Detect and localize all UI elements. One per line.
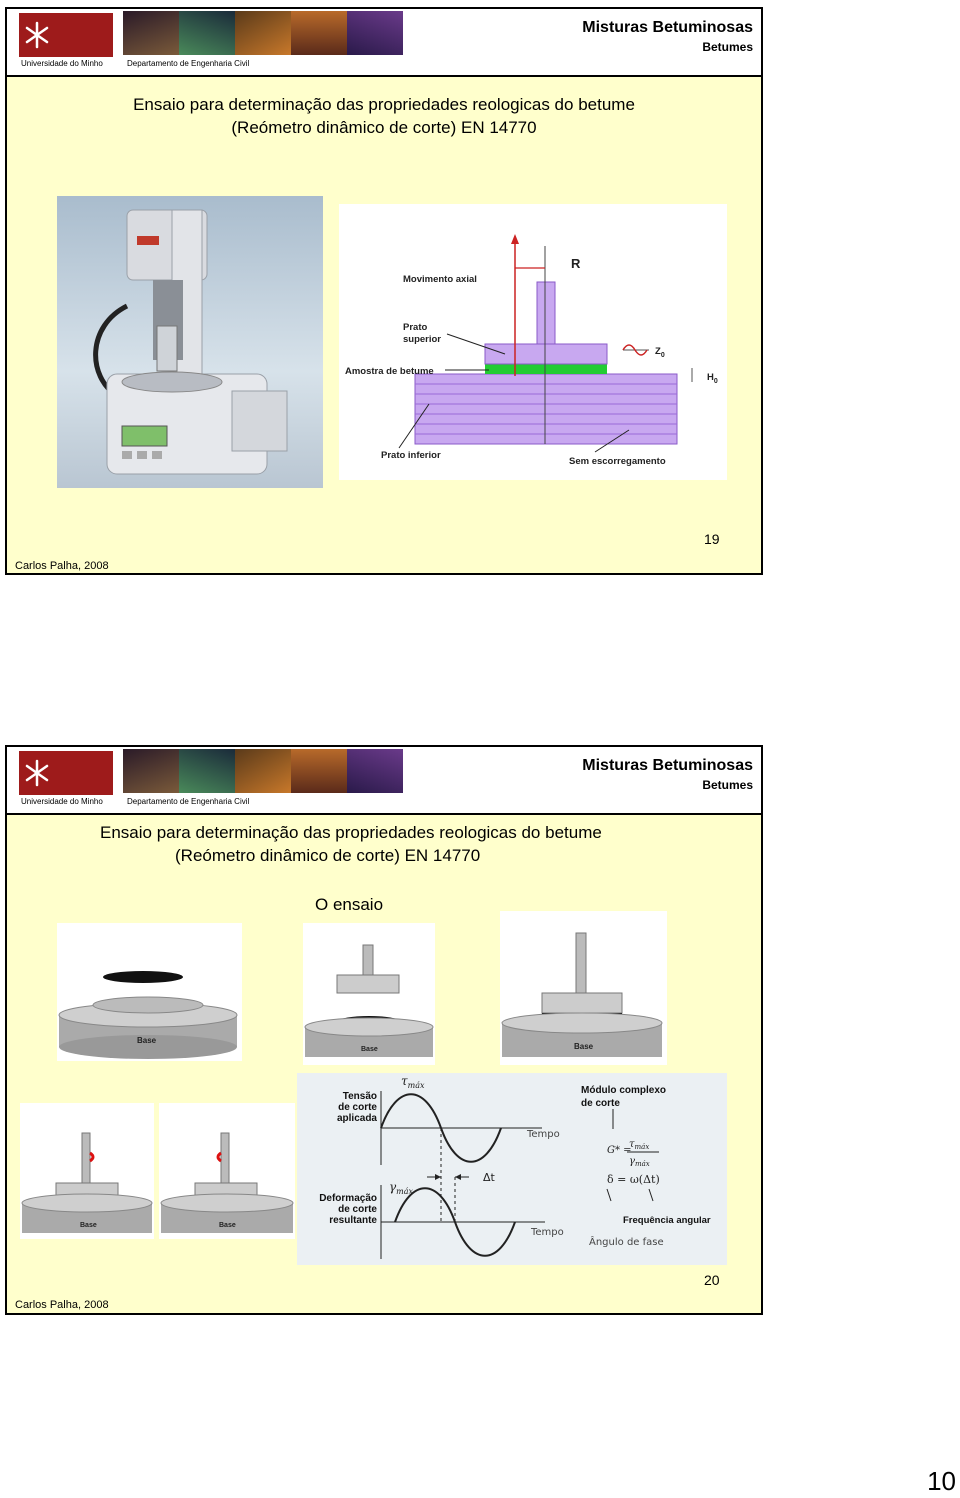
slide-header (7, 747, 761, 815)
course-subtitle: Betumes (702, 40, 753, 54)
test-step-oscillation-1 (20, 1103, 154, 1239)
university-name: Universidade do Minho (21, 797, 103, 806)
label-prato-inferior: Prato inferior (381, 450, 441, 461)
angulo-fase-label: Ângulo de fase (589, 1237, 664, 1248)
label-z0: $Z_0$ (655, 346, 665, 359)
delta-t-label: Δt (483, 1171, 495, 1184)
test-step-sample-placement (57, 923, 242, 1061)
test-step-plate-in-contact (500, 911, 667, 1065)
base-label: Base (137, 1036, 157, 1045)
tempo-label-bottom: Tempo (531, 1227, 564, 1238)
label-movimento-axial: Movimento axial (403, 274, 477, 285)
slide-title (7, 93, 761, 139)
modulo-complexo-line2: de corte (581, 1098, 620, 1109)
sheet-number: 10 (927, 1466, 956, 1496)
label-prato-superior-2: superior (403, 334, 442, 345)
slide-19 (5, 7, 763, 575)
header-banner-image (123, 11, 403, 55)
slide-title-line2: (Reómetro dinâmico de corte) EN 14770 (231, 118, 537, 137)
footer-author: Carlos Palha, 2008 (15, 560, 109, 572)
phase-angle-formula: δ = ω(Δt) (607, 1173, 660, 1186)
slide-header (7, 9, 761, 77)
department-name: Departamento de Engenharia Civil (127, 59, 250, 68)
base-label: Base (80, 1222, 97, 1229)
base-label: Base (219, 1222, 236, 1229)
base-label: Base (574, 1042, 594, 1051)
university-logo (19, 13, 113, 57)
uminho-emblem-icon (19, 751, 113, 795)
deformacao-label: Deformação de corte resultante (319, 1193, 377, 1226)
g-star-numerator: $\tau_{máx}$ (629, 1139, 650, 1151)
tau-max-label: $\tau_{máx}$ (401, 1074, 425, 1090)
slide-title-line1: Ensaio para determinação das propriedades reologicas do betume (133, 95, 635, 114)
university-logo (19, 751, 113, 795)
slide-title-line1: Ensaio para determinação das propriedades reologicas do betume (100, 823, 602, 842)
slide-title (7, 821, 761, 867)
label-prato-superior-1: Prato (403, 322, 428, 333)
modulo-complexo-line1: Módulo complexo (581, 1085, 666, 1096)
g-star-formula: G* = (607, 1145, 632, 1156)
label-amostra-betume: Amostra de betume (345, 366, 434, 377)
page-number: 19 (704, 531, 720, 547)
tempo-label-top: Tempo (527, 1129, 560, 1140)
course-title: Misturas Betuminosas (582, 757, 753, 774)
rheometer-illustration (57, 196, 323, 488)
course-subtitle: Betumes (702, 778, 753, 792)
label-r: R (571, 256, 581, 271)
plate-geometry-diagram (339, 204, 727, 480)
course-title: Misturas Betuminosas (582, 19, 753, 36)
footer-author: Carlos Palha, 2008 (15, 1299, 109, 1311)
g-star-denominator: $\gamma_{máx}$ (629, 1156, 650, 1168)
rheometer-photo (57, 196, 323, 488)
test-step-plate-lowering (303, 923, 435, 1065)
university-name: Universidade do Minho (21, 59, 103, 68)
slide-subtitle: O ensaio (315, 895, 384, 914)
header-banner-image (123, 749, 403, 793)
frequencia-angular-label: Frequência angular (623, 1215, 711, 1226)
page-number: 20 (704, 1272, 720, 1288)
stress-strain-graph (297, 1073, 727, 1265)
base-label: Base (361, 1046, 378, 1053)
uminho-emblem-icon (19, 13, 113, 57)
test-step-oscillation-2 (159, 1103, 295, 1239)
slide-20 (5, 745, 763, 1315)
department-name: Departamento de Engenharia Civil (127, 797, 250, 806)
gamma-max-label: $\gamma_{máx}$ (389, 1180, 414, 1196)
label-sem-escorregamento: Sem escorregamento (569, 456, 666, 467)
label-h0: $H_0$ (707, 372, 718, 385)
slide-title-line2: (Reómetro dinâmico de corte) EN 14770 (175, 846, 481, 865)
tensao-label: Tensão de corte aplicada (336, 1091, 377, 1124)
